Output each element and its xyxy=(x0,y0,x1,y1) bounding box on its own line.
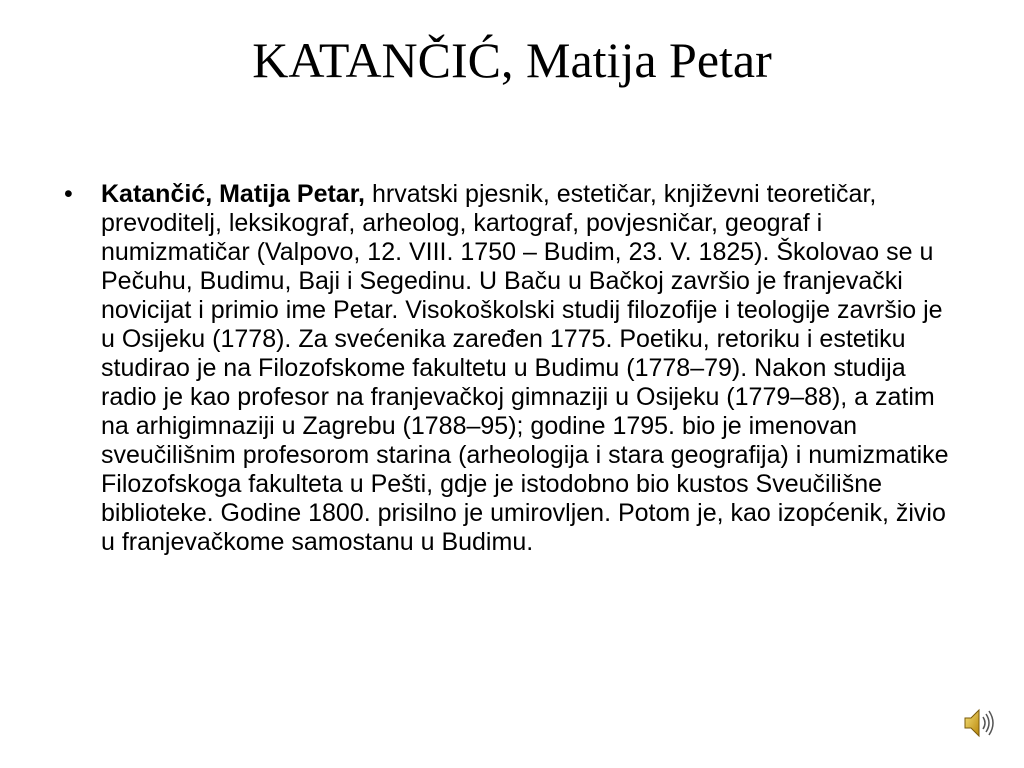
bullet-lead: Katančić, Matija Petar, xyxy=(101,180,366,208)
bullet-item xyxy=(64,180,960,557)
slide-body xyxy=(64,180,960,557)
bullet-body: hrvatski pjesnik, estetičar, književni teoretičar, prevoditelj, leksikograf, arheolog, kartograf, povjesničar, geograf i numizmatičar (Valpovo, 12. VIII. 1750 – Budim, 23. V. 1825). Školovao se u Pečuhu, Budimu, Baji i Segedinu. U Baču u Bačkoj završio je franjevački novicijat i primio ime Petar. Visokoškolski studij filozofije i teologije završio je u Osijeku (1778). Za svećenika zaređen 1775. Poetiku, retoriku i estetiku studirao je na Filozofskome fakultetu u Budimu (1778–79). Nakon studija radio je kao profesor na franjevačkoj gimnaziji u Osijeku (1779–88), a zatim na arhigimnaziji u Zagrebu (1788–95); godine 1795. bio je imenovan sveučilišnim profesorom starina (arheologija i stara geografija) i numizmatike Filozofskoga fakulteta u Pešti, gdje je istodobno bio kustos Sveučilišne biblioteke. Godine 1800. prisilno je umirovljen. Potom je, kao izopćenik, živio u franjevačkome samostanu u Budimu. xyxy=(101,180,949,556)
slide-title: KATANČIĆ, Matija Petar xyxy=(252,32,772,88)
speaker-icon[interactable] xyxy=(960,705,996,741)
bullet-glyph: • xyxy=(64,180,73,208)
